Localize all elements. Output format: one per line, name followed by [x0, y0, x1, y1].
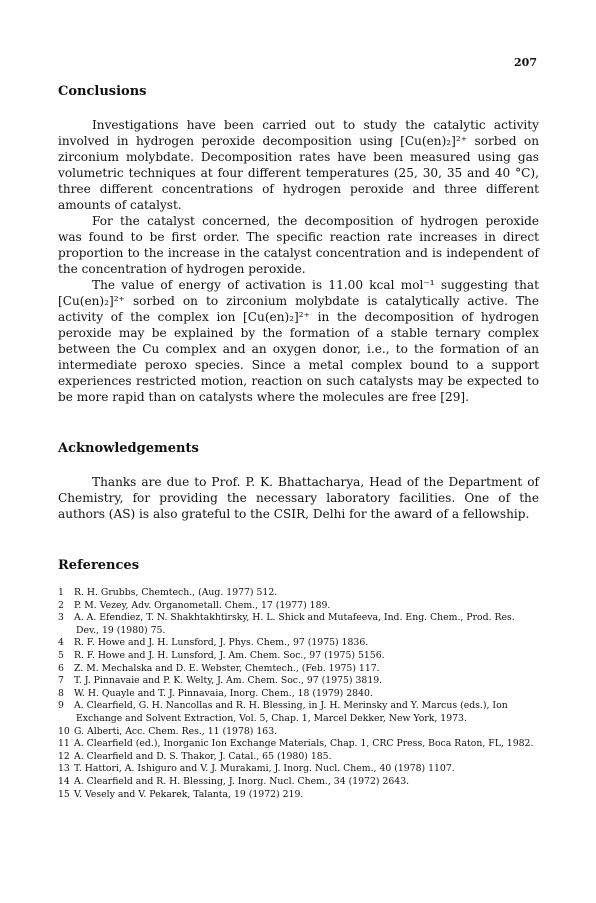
- reference-item: [58, 663, 539, 676]
- reference-text: V. Vesely and V. Pekarek, Talanta, 19 (1972) 219.: [74, 788, 304, 800]
- acknowledgements-heading: Acknowledgements: [58, 441, 199, 456]
- reference-text: T. J. Pinnavaie and P. K. Welty, J. Am. Chem. Soc., 97 (1975) 3819.: [74, 675, 383, 687]
- reference-text: R. F. Howe and J. H. Lunsford, J. Phys. Chem., 97 (1975) 1836.: [74, 637, 369, 649]
- page-content: [58, 84, 539, 837]
- reference-number: 12: [58, 750, 70, 762]
- conclusions-paragraph: For the catalyst concerned, the decomposition of hydrogen peroxide was found to be first order. The specific reaction rate increases in direct proportion to the increase in the catalyst concentration and is independent of the concentration of hydrogen peroxide.: [58, 214, 539, 276]
- reference-text: A. Clearfield and R. H. Blessing, J. Inorg. Nucl. Chem., 34 (1972) 2643.: [74, 775, 410, 787]
- reference-text: W. H. Quayle and T. J. Pinnavaia, Inorg. Chem., 18 (1979) 2840.: [74, 687, 373, 699]
- reference-text: A. Clearfield (ed.), Inorganic Ion Exchange Materials, Chap. 1, CRC Press, Boca Raton, FL, 1982.: [74, 738, 534, 750]
- reference-item: [58, 789, 539, 802]
- reference-item: [58, 637, 539, 650]
- reference-item: [58, 751, 539, 764]
- reference-item: [58, 650, 539, 663]
- reference-text: R. H. Grubbs, Chemtech., (Aug. 1977) 512.: [74, 587, 278, 598]
- acknowledgements-text: Thanks are due to Prof. P. K. Bhattacharya, Head of the Department of Chemistry, for providing the necessary laboratory facilities. One of the authors (AS) is also grateful to the CSIR, Delhi for the award of a fellowship.: [58, 475, 539, 521]
- references-heading: References: [58, 558, 140, 573]
- reference-number: 6: [58, 662, 64, 674]
- reference-text: Z. M. Mechalska and D. E. Webster, Chemtech., (Feb. 1975) 117.: [74, 662, 380, 674]
- reference-number: 13: [58, 763, 70, 775]
- reference-item: [58, 600, 539, 613]
- conclusions-paragraph: The value of energy of activation is 11.00 kcal mol⁻¹ suggesting that [Cu(en)₂]²⁺ sorbed on to zirconium molybdate is catalytically active. The activity of the complex ion [Cu(en)₂]²⁺ in the decomposition of hydrogen peroxide may be explained by the formation of a stable ternary complex between the Cu complex and an oxygen donor, i.e., to the formation of an intermediate peroxo species. Since a metal complex bound to a support experiences restricted motion, reaction on such catalysts may be expected to be more rapid than on catalysts where the molecules are free [29].: [58, 278, 539, 404]
- references-list: [58, 587, 539, 801]
- reference-item: [58, 612, 539, 637]
- reference-number: 7: [58, 675, 64, 687]
- reference-item: [58, 675, 539, 688]
- conclusions-paragraph: Investigations have been carried out to study the catalytic activity involved in hydrogen peroxide decomposition using [Cu(en)₂]²⁺ sorbed on zirconium molybdate. Decomposition rates have been measured using gas volumetric techniques at four different temperatures (25, 30, 35 and 40 °C), three different concentrations of hydrogen peroxide and three different amounts of catalyst.: [58, 118, 539, 212]
- reference-number: 3: [58, 612, 64, 624]
- page-number: 207: [514, 56, 537, 69]
- reference-text: A. Clearfield and D. S. Thakor, J. Catal., 65 (1980) 185.: [74, 750, 332, 762]
- acknowledgements-section: [58, 441, 539, 522]
- reference-text: T. Hattori, A. Ishiguro and V. J. Murakami, J. Inorg. Nucl. Chem., 40 (1978) 1107.: [74, 763, 455, 775]
- reference-number: 9: [58, 700, 64, 712]
- reference-number: 15: [58, 788, 70, 800]
- reference-number: 10: [58, 725, 70, 737]
- reference-text: A. A. Efendiez, T. N. Shakhtakhtirsky, H. L. Shick and Mutafeeva, Ind. Eng. Chem., Prod. Res. Dev., 19 (1980) 75.: [74, 612, 515, 636]
- reference-number: 1: [58, 587, 64, 598]
- conclusions-section: [58, 84, 539, 405]
- reference-number: 14: [58, 775, 70, 787]
- reference-item: [58, 587, 539, 600]
- reference-number: 4: [58, 637, 64, 649]
- reference-item: [58, 726, 539, 739]
- reference-item: [58, 776, 539, 789]
- reference-text: G. Alberti, Acc. Chem. Res., 11 (1978) 163.: [74, 725, 278, 737]
- reference-number: 8: [58, 687, 64, 699]
- reference-number: 5: [58, 649, 64, 661]
- reference-item: [58, 738, 539, 751]
- reference-text: P. M. Vezey, Adv. Organometall. Chem., 17 (1977) 189.: [74, 599, 331, 611]
- reference-text: R. F. Howe and J. H. Lunsford, J. Am. Chem. Soc., 97 (1975) 5156.: [74, 649, 385, 661]
- reference-number: 11: [58, 738, 70, 750]
- reference-item: [58, 688, 539, 701]
- conclusions-heading: Conclusions: [58, 84, 147, 99]
- reference-text: A. Clearfield, G. H. Nancollas and R. H. Blessing, in J. H. Merinsky and Y. Marcus (eds.), Ion Exchange and Solvent Extraction, Vol. 5, Chap. 1, Marcel Dekker, New York, 1973.: [74, 700, 508, 724]
- reference-item: [58, 763, 539, 776]
- references-section: [58, 558, 539, 801]
- reference-number: 2: [58, 599, 64, 611]
- reference-item: [58, 700, 539, 725]
